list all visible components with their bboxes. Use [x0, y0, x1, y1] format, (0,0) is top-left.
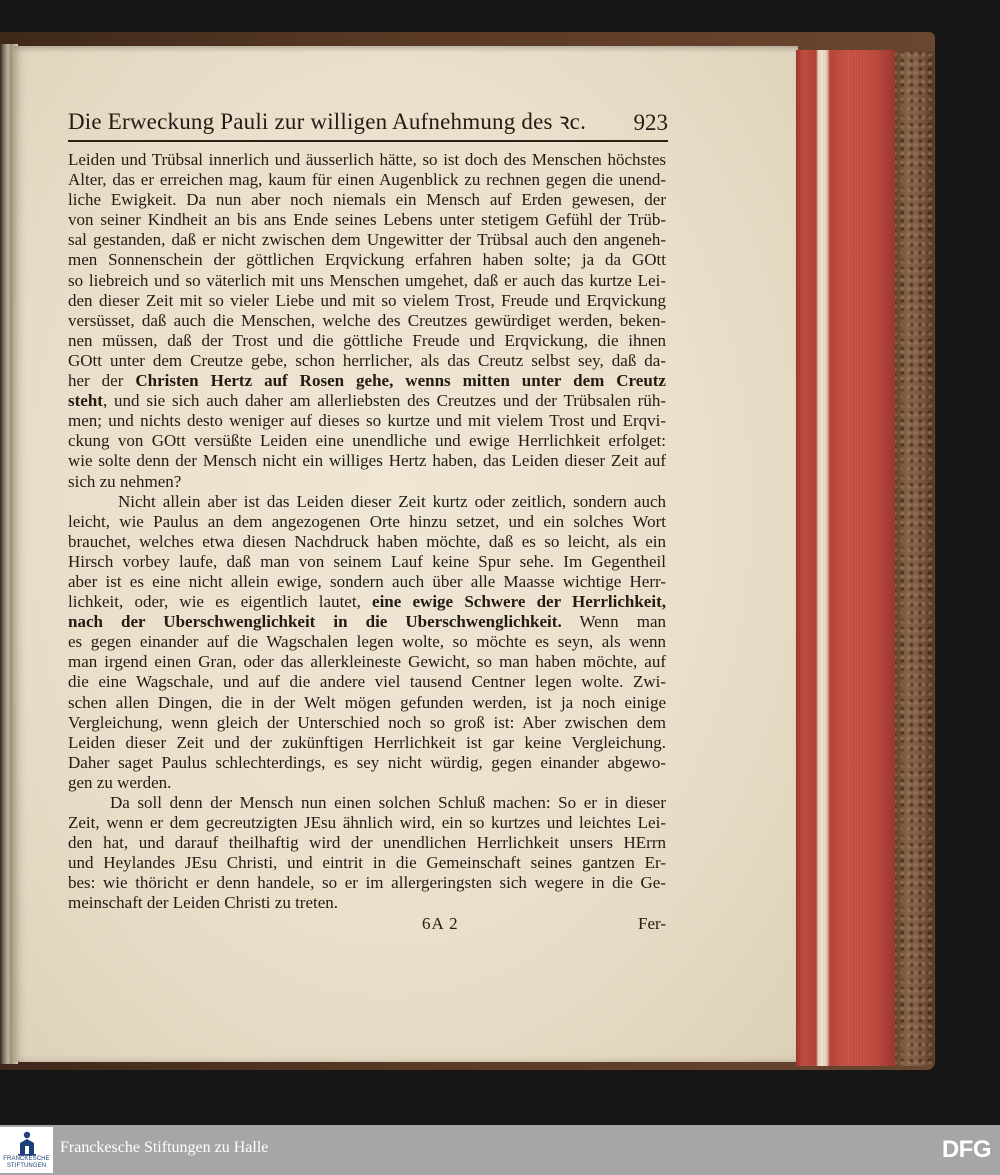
running-header: [68, 102, 668, 136]
text-line-part: her der: [68, 371, 136, 391]
text-line: Alter, das er erreichen mag, kaum für einen Augenblick zu rechnen gegen die unend-: [68, 170, 666, 190]
text-line: Zeit, wenn er dem gecreutzigten JEsu ähnlich wird, ein so kurtzes und leichtes Lei-: [68, 813, 666, 833]
text-line: bes: wie thöricht er denn handele, so er im allergeringsten sich wegere in die Ge-: [68, 873, 666, 893]
logo-caption: STIFTUNGEN: [6, 1163, 47, 1169]
text-line: sal gestanden, daß er nicht zwischen dem Ungewitter der Trübsal auch den angeneh-: [68, 230, 666, 250]
text-line: Nicht allein aber ist das Leiden dieser Zeit kurtz oder zeitlich, sondern auch: [118, 491, 666, 511]
text-line: schen allen Dingen, die in der Welt mögen gefunden werden, ist ja noch einige: [68, 692, 666, 712]
signature-mark: 6A 2: [422, 914, 459, 933]
text-line: aber ist es eine nicht allein ewige, sondern auch über alle Maasse wichtige Herr-: [68, 571, 666, 591]
text-line: liche Ewigkeit. Da nun aber noch niemals ein Mensch auf Erden gewesen, der: [68, 190, 666, 210]
footer-bar: [0, 1125, 1000, 1175]
text-line: und Heylandes JEsu Christi, und eintrit in die Gemeinschaft seines gantzen Er-: [68, 853, 666, 873]
text-line: Leiden und Trübsal innerlich und äusserlich hätte, so ist doch des Menschen höchstes: [68, 150, 666, 169]
text-line: men; und nichts desto weniger auf dieses so kurtze und mit vielem Trost und Erqvi-: [68, 411, 666, 431]
franckesche-emblem-icon: [16, 1130, 38, 1156]
text-line: es gegen einander auf die Wagschalen legen wolte, so möchte es seyn, als wenn: [68, 632, 666, 652]
text-line: [68, 371, 666, 391]
text-line: meinschaft der Leiden Christi zu treten.: [68, 893, 339, 913]
text-line: Hirsch vorbey laufe, daß man von seinem Lauf keine Spur sehe. Im Gegentheil: [68, 551, 666, 571]
text-line: brauchet, welches etwa diesen Nachdruck haben möchte, daß es so leicht, als ein: [68, 531, 666, 551]
text-line: ckung von GOtt versüßte Leiden eine unendliche und ewige Herrlichkeit erfolget:: [68, 431, 666, 451]
page-number: 923: [633, 110, 668, 135]
body-text: [68, 150, 666, 914]
text-line: die eine Wagschale, und auf die andere viel tausend Centner legen wolte. Zwi-: [68, 672, 666, 692]
text-line: [68, 391, 666, 411]
text-line: versüsset, daß auch die Menschen, welche des Creutzes gewürdiget werden, beken-: [68, 310, 666, 330]
emphasized-text: Christen Hertz auf Rosen gehe, wenns mitten unter dem Creutz: [135, 371, 666, 391]
emphasized-text: eine ewige Schwere der Herrlichkeit,: [372, 592, 666, 612]
text-line: man irgend einen Gran, oder das allerkleineste Gewicht, so man haben möchte, auf: [68, 652, 666, 672]
institution-name: Franckesche Stiftungen zu Halle: [60, 1139, 269, 1156]
text-line: Daher saget Paulus schlechterdings, es sey nicht würdig, gegen einander abgewo-: [68, 752, 666, 772]
dfg-logo[interactable]: DFG: [941, 1136, 991, 1163]
text-line: leicht, wie Paulus an dem angezogenen Orte hinzu setzet, und ein solches Wort: [68, 511, 666, 531]
page-header-title: Die Erweckung Pauli zur willigen Aufnehmung des ꝛc.: [68, 109, 587, 134]
text-line: den dieser Zeit mit so vieler Liebe und mit so vielem Trost, Freude und Erqvickung: [68, 290, 666, 310]
text-line-part: Wenn man: [561, 612, 666, 632]
franckesche-logo[interactable]: [0, 1127, 53, 1173]
text-line: GOtt unter dem Creutze gebe, schon herrlicher, als das Creutz selbst sey, daß da-: [68, 350, 666, 370]
text-line: so liebreich und so väterlich mit uns Menschen umgehet, daß er auch das kurtze Lei-: [68, 270, 666, 290]
emphasized-text: steht: [68, 391, 103, 411]
text-line: gen zu werden.: [68, 772, 172, 792]
text-line: Leiden dieser Zeit und der zukünftigen Herrlichkeit ist gar keine Vergleichung.: [68, 732, 666, 752]
text-line: sich zu nehmen?: [68, 471, 182, 491]
text-line: Vergleichung, wenn gleich der Unterschied noch so groß ist: Aber zwischen dem: [68, 712, 666, 732]
header-rule: [68, 140, 668, 142]
page-foot: [68, 913, 666, 935]
text-line-part: lichkeit, oder, wie es eigentlich lautet,: [68, 592, 373, 612]
text-line: [68, 612, 666, 632]
emphasized-text: nach der Uberschwenglichkeit in die Uberschwenglichkeit.: [68, 612, 562, 632]
text-line: Da soll denn der Mensch nun einen solchen Schluß machen: So er in dieser: [110, 793, 666, 812]
text-line-part: , und sie sich auch daher am allerliebsten des Creutzes und der Trübsalen rüh-: [102, 391, 666, 411]
catchword: Fer-: [638, 914, 666, 933]
text-line: [68, 592, 666, 612]
text-line: men Sonnenschein der göttlichen Erqvickung erfahren haben solte; ja da GOtt: [68, 250, 666, 270]
red-fore-edge: [796, 50, 895, 1066]
text-line: wie solte denn der Mensch nicht ein williges Hertz haben, das Leiden dieser Zeit auf: [68, 451, 666, 471]
text-line: nen müssen, daß der Trost und die göttliche Freude und Erqvickung, die ihnen: [68, 330, 666, 350]
text-line: den hat, und darauf theilhaftig wird der unendlichen Herrlichkeit unsers HErrn: [68, 833, 666, 853]
book-cover-edge: [893, 52, 934, 1066]
text-line: von seiner Kindheit an bis ans Ende seines Lebens unter stetigem Gefühl der Trüb-: [68, 210, 666, 230]
logo-caption: FRANCKESCHE: [3, 1156, 50, 1162]
